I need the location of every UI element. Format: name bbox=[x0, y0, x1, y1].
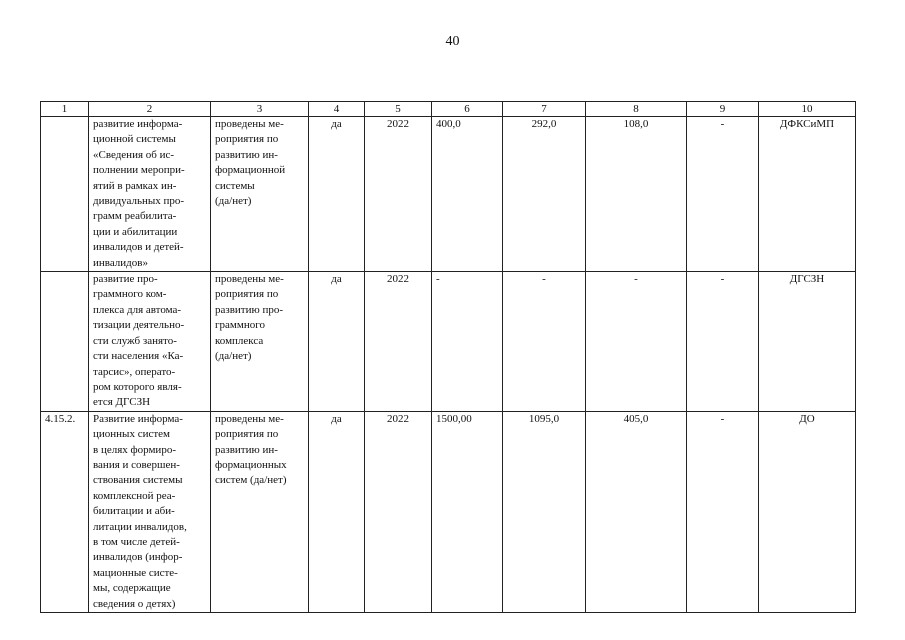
table-header-row bbox=[41, 102, 856, 117]
cell-measure bbox=[89, 411, 211, 612]
column-header-6: 6 bbox=[432, 102, 503, 117]
column-header-2: 2 bbox=[89, 102, 211, 117]
cell-text-line: инвалидов» bbox=[93, 256, 148, 269]
cell-text-line: проведены ме- bbox=[215, 412, 284, 425]
cell-text-line: развитию ин- bbox=[215, 443, 278, 456]
cell-text-line: тизации деятельно- bbox=[93, 319, 185, 332]
cell-text-line: в том числе детей- bbox=[93, 535, 180, 548]
cell-measure bbox=[89, 117, 211, 272]
cell-text-line: (да/нет) bbox=[215, 350, 252, 363]
cell-executor: ДГСЗН bbox=[759, 272, 856, 412]
cell-amount-7: - bbox=[503, 272, 586, 412]
cell-text-line: Развитие информа- bbox=[93, 412, 183, 425]
cell-text-line: литации инвалидов, bbox=[93, 520, 187, 533]
cell-text-line: ционных систем bbox=[93, 428, 170, 441]
cell-item-number bbox=[41, 272, 89, 412]
cell-text-line: тарсис», операто- bbox=[93, 365, 176, 378]
cell-text-line: развитие информа- bbox=[93, 118, 183, 130]
measures-table bbox=[40, 101, 856, 613]
cell-text-line: роприятия по bbox=[215, 288, 279, 301]
column-header-3: 3 bbox=[211, 102, 309, 117]
cell-item-number bbox=[41, 117, 89, 272]
cell-text-line: (да/нет) bbox=[215, 195, 252, 208]
cell-amount-6: 400,0 bbox=[432, 117, 503, 272]
table-row bbox=[41, 272, 856, 412]
table-row bbox=[41, 117, 856, 272]
cell-text-line: системы bbox=[215, 179, 255, 192]
cell-year: 2022 bbox=[365, 272, 432, 412]
cell-text-line: билитации и аби- bbox=[93, 505, 175, 518]
cell-year: 2022 bbox=[365, 117, 432, 272]
cell-text-line: развитию ин- bbox=[215, 148, 278, 161]
cell-indicator bbox=[211, 411, 309, 612]
cell-value-4: да bbox=[309, 117, 365, 272]
cell-indicator bbox=[211, 117, 309, 272]
cell-text-line: развитию про- bbox=[215, 303, 284, 316]
cell-amount-8: - bbox=[586, 272, 687, 412]
cell-text-line: развитие про- bbox=[93, 273, 158, 286]
cell-text-line: ционной системы bbox=[93, 133, 176, 146]
cell-text-line: формационных bbox=[215, 458, 287, 471]
cell-text-line: ции и абилитации bbox=[93, 225, 178, 238]
cell-amount-7: 1095,0 bbox=[503, 411, 586, 612]
cell-text-line: роприятия по bbox=[215, 428, 279, 441]
cell-amount-9: - bbox=[687, 411, 759, 612]
cell-text-line: дивидуальных про- bbox=[93, 195, 185, 208]
column-header-5: 5 bbox=[365, 102, 432, 117]
cell-amount-8: 405,0 bbox=[586, 411, 687, 612]
cell-executor: ДФКСиМП bbox=[759, 117, 856, 272]
cell-text-line: проведены ме- bbox=[215, 118, 284, 130]
cell-text-line: инвалидов (инфор- bbox=[93, 551, 183, 564]
cell-amount-6: 1500,00 bbox=[432, 411, 503, 612]
cell-text-line: сти служб занято- bbox=[93, 334, 177, 347]
cell-executor: ДО bbox=[759, 411, 856, 612]
cell-text-line: ятий в рамках ин- bbox=[93, 179, 177, 192]
column-header-9: 9 bbox=[687, 102, 759, 117]
cell-text-line: вания и совершен- bbox=[93, 458, 180, 471]
column-header-8: 8 bbox=[586, 102, 687, 117]
cell-text-line: ствования системы bbox=[93, 474, 183, 487]
cell-amount-8: 108,0 bbox=[586, 117, 687, 272]
cell-text-line: плекса для автома- bbox=[93, 303, 182, 316]
cell-text-line: роприятия по bbox=[215, 133, 279, 146]
cell-text-line: мационные систе- bbox=[93, 566, 178, 579]
cell-amount-7: 292,0 bbox=[503, 117, 586, 272]
cell-text-line: полнении меропри- bbox=[93, 164, 185, 177]
cell-text-line: проведены ме- bbox=[215, 273, 284, 286]
cell-text-line: формационной bbox=[215, 164, 286, 177]
cell-text-line: «Сведения об ис- bbox=[93, 148, 175, 161]
cell-value-4: да bbox=[309, 272, 365, 412]
cell-text-line: сти населения «Ка- bbox=[93, 350, 184, 363]
page-number: 40 bbox=[445, 34, 460, 49]
cell-text-line: в целях формиро- bbox=[93, 443, 176, 456]
table-row bbox=[41, 411, 856, 612]
cell-item-number: 4.15.2. bbox=[41, 411, 89, 612]
cell-text-line: систем (да/нет) bbox=[215, 474, 287, 487]
cell-year: 2022 bbox=[365, 411, 432, 612]
cell-text-line: ется ДГСЗН bbox=[93, 396, 151, 409]
column-header-10: 10 bbox=[759, 102, 856, 117]
cell-measure bbox=[89, 272, 211, 412]
cell-text-line: сведения о детях) bbox=[93, 597, 176, 610]
cell-amount-9: - bbox=[687, 117, 759, 272]
cell-text-line: ром которого явля- bbox=[93, 380, 182, 393]
cell-text-line: комплексной реа- bbox=[93, 489, 176, 502]
cell-text-line: инвалидов и детей- bbox=[93, 241, 184, 254]
cell-text-line: граммного ком- bbox=[93, 288, 167, 301]
cell-text-line: грамм реабилита- bbox=[93, 210, 177, 223]
column-header-1: 1 bbox=[41, 102, 89, 117]
column-header-4: 4 bbox=[309, 102, 365, 117]
cell-text-line: комплекса bbox=[215, 334, 264, 347]
cell-value-4: да bbox=[309, 411, 365, 612]
cell-indicator bbox=[211, 272, 309, 412]
cell-text-line: граммного bbox=[215, 319, 265, 332]
cell-amount-6: - bbox=[432, 272, 503, 412]
cell-amount-9: - bbox=[687, 272, 759, 412]
column-header-7: 7 bbox=[503, 102, 586, 117]
cell-text-line: мы, содержащие bbox=[93, 582, 171, 595]
